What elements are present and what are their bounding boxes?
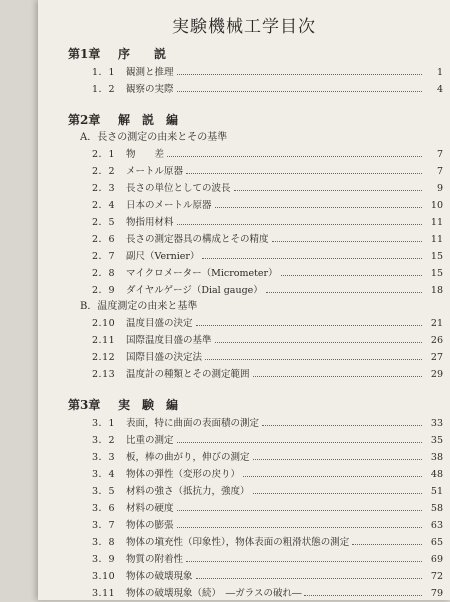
table-of-contents <box>68 40 443 602</box>
entry-title: 温度計の種類とその測定範囲 <box>126 369 250 380</box>
entry-title: 国際温度目盛の基準 <box>126 335 212 346</box>
entry-number: 2．5 <box>92 217 116 228</box>
leader-dots <box>205 358 422 360</box>
entry-page: 48 <box>430 469 443 480</box>
entry-title: 物体の破壊現象（続） ―ガラスの破れ― <box>126 588 302 599</box>
toc-entry <box>68 432 443 449</box>
entry-number: 3．8 <box>92 537 116 548</box>
entry-number: 2．9 <box>92 285 116 296</box>
toc-entry <box>68 534 443 551</box>
leader-dots <box>215 206 422 208</box>
toc-entry <box>68 282 443 299</box>
entry-page: 9 <box>436 183 443 194</box>
entry-page: 38 <box>430 452 443 463</box>
leader-dots <box>253 492 422 494</box>
entry-page: 21 <box>430 318 443 329</box>
entry-page: 65 <box>430 537 443 548</box>
chapter-title: 序 説 <box>118 47 167 61</box>
entry-number: 2．3 <box>92 183 116 194</box>
leader-dots <box>253 375 422 377</box>
entry-page: 35 <box>430 435 443 446</box>
entry-page: 58 <box>430 503 443 514</box>
toc-entry <box>68 248 443 265</box>
entry-number: 3.11 <box>92 588 116 599</box>
leader-dots <box>177 73 422 75</box>
entry-number: 2．6 <box>92 234 116 245</box>
entry-page: 72 <box>430 571 443 582</box>
toc-entry <box>68 180 443 197</box>
toc-entry <box>68 551 443 568</box>
toc-entry <box>68 568 443 585</box>
chapter-heading <box>68 110 443 130</box>
entry-number: 3．4 <box>92 469 116 480</box>
leader-dots <box>243 475 422 477</box>
entry-page: 4 <box>436 84 443 95</box>
toc-entry <box>68 81 443 98</box>
entry-page: 15 <box>430 268 443 279</box>
entry-number: 2．1 <box>92 149 116 160</box>
toc-entry <box>68 585 443 602</box>
chapter-heading <box>68 395 443 415</box>
toc-entry <box>68 64 443 81</box>
chapter-number: 第3章 <box>68 398 101 412</box>
leader-dots <box>177 90 422 92</box>
entry-page: 26 <box>430 335 443 346</box>
toc-entry <box>68 415 443 432</box>
entry-number: 2．7 <box>92 251 116 262</box>
entry-number: 2.13 <box>92 369 116 380</box>
entry-number: 3.10 <box>92 571 116 582</box>
entry-page: 69 <box>430 554 443 565</box>
leader-dots <box>202 257 422 259</box>
entry-title: 物 差 <box>126 149 165 160</box>
toc-entry <box>68 500 443 517</box>
entry-title: 物体の塡充性（印象性），物体表面の粗滑状態の測定 <box>126 537 350 548</box>
entry-page: 7 <box>436 166 443 177</box>
chapter-heading <box>68 44 443 64</box>
entry-page: 1 <box>436 67 443 78</box>
toc-entry <box>68 366 443 383</box>
entry-page: 10 <box>430 200 443 211</box>
toc-entry <box>68 265 443 282</box>
entry-page: 11 <box>430 234 443 245</box>
page-title: 実験機械工学目次 <box>172 17 316 37</box>
entry-number: 3．2 <box>92 435 116 446</box>
toc-entry <box>68 449 443 466</box>
leader-dots <box>352 543 422 545</box>
entry-title: メートル原器 <box>126 166 184 177</box>
leader-dots <box>234 189 422 191</box>
entry-title: 材料の硬度 <box>126 503 174 514</box>
entry-title: 表面，特に曲面の表面積の測定 <box>126 418 260 429</box>
entry-number: 2.12 <box>92 352 116 363</box>
entry-number: 2．8 <box>92 268 116 279</box>
toc-entry <box>68 146 443 163</box>
entry-title: 物指用材料 <box>126 217 174 228</box>
leader-dots <box>177 223 422 225</box>
entry-page: 15 <box>430 251 443 262</box>
entry-page: 33 <box>430 418 443 429</box>
entry-number: 3．9 <box>92 554 116 565</box>
book-page <box>38 0 450 600</box>
entry-title: 観察の実際 <box>126 84 174 95</box>
entry-number: 3．1 <box>92 418 116 429</box>
entry-title: 副尺（Vernier） <box>126 251 200 262</box>
entry-page: 27 <box>430 352 443 363</box>
chapter-title: 解 説 編 <box>118 113 179 127</box>
leader-dots <box>177 509 422 511</box>
leader-dots <box>177 526 422 528</box>
section-heading: B．温度測定の由来と基準 <box>80 301 198 312</box>
entry-title: 物体の弾性（変形の戻り） <box>126 469 241 480</box>
section-heading: A．長さの測定の由来とその基準 <box>80 132 228 143</box>
entry-number: 1．1 <box>92 67 116 78</box>
entry-title: 物体の破壊現象 <box>126 571 193 582</box>
entry-title: 材料の強さ（抵抗力，強度） <box>126 486 250 497</box>
leader-dots <box>196 324 422 326</box>
entry-number: 3．6 <box>92 503 116 514</box>
entry-number: 2.11 <box>92 335 116 346</box>
leader-dots <box>196 577 422 579</box>
leader-dots <box>186 560 422 562</box>
entry-title: 国際目盛の決定法 <box>126 352 203 363</box>
leader-dots <box>304 594 422 596</box>
leader-dots <box>253 458 422 460</box>
entry-title: 長さの測定器具の構成とその精度 <box>126 234 269 245</box>
entry-title: ダイヤルゲージ（Dial gauge） <box>126 285 263 296</box>
leader-dots <box>167 155 422 157</box>
entry-title: 温度目盛の決定 <box>126 318 193 329</box>
chapter-title: 実 験 編 <box>118 398 179 412</box>
entry-title: 比重の測定 <box>126 435 174 446</box>
leader-dots <box>177 441 422 443</box>
toc-entry <box>68 163 443 180</box>
toc-entry <box>68 332 443 349</box>
entry-page: 11 <box>430 217 443 228</box>
chapter-number: 第2章 <box>68 113 101 127</box>
leader-dots <box>186 172 422 174</box>
toc-entry <box>68 231 443 248</box>
toc-entry <box>68 483 443 500</box>
entry-number: 2．2 <box>92 166 116 177</box>
leader-dots <box>215 341 422 343</box>
chapter-number: 第1章 <box>68 47 101 61</box>
entry-page: 7 <box>436 149 443 160</box>
entry-number: 2．4 <box>92 200 116 211</box>
leader-dots <box>262 424 422 426</box>
entry-title: 日本のメートル原器 <box>126 200 212 211</box>
leader-dots <box>281 274 422 276</box>
entry-page: 63 <box>430 520 443 531</box>
toc-entry <box>68 517 443 534</box>
toc-entry <box>68 349 443 366</box>
leader-dots <box>272 240 422 242</box>
toc-entry <box>68 315 443 332</box>
leader-dots <box>266 291 422 293</box>
entry-page: 51 <box>430 486 443 497</box>
entry-number: 3．3 <box>92 452 116 463</box>
entry-page: 79 <box>430 588 443 599</box>
entry-title: 板，棒の曲がり，伸びの測定 <box>126 452 250 463</box>
entry-number: 2.10 <box>92 318 116 329</box>
entry-title: マイクロメーター（Micrometer） <box>126 268 278 279</box>
entry-title: 物体の膨張 <box>126 520 174 531</box>
entry-number: 3．7 <box>92 520 116 531</box>
entry-title: 長さの単位としての波長 <box>126 183 231 194</box>
entry-page: 18 <box>430 285 443 296</box>
toc-entry <box>68 197 443 214</box>
entry-title: 観測と推理 <box>126 67 174 78</box>
toc-entry <box>68 214 443 231</box>
entry-title: 物質の附着性 <box>126 554 184 565</box>
toc-entry <box>68 466 443 483</box>
entry-number: 3．5 <box>92 486 116 497</box>
entry-number: 1．2 <box>92 84 116 95</box>
entry-page: 29 <box>430 369 443 380</box>
